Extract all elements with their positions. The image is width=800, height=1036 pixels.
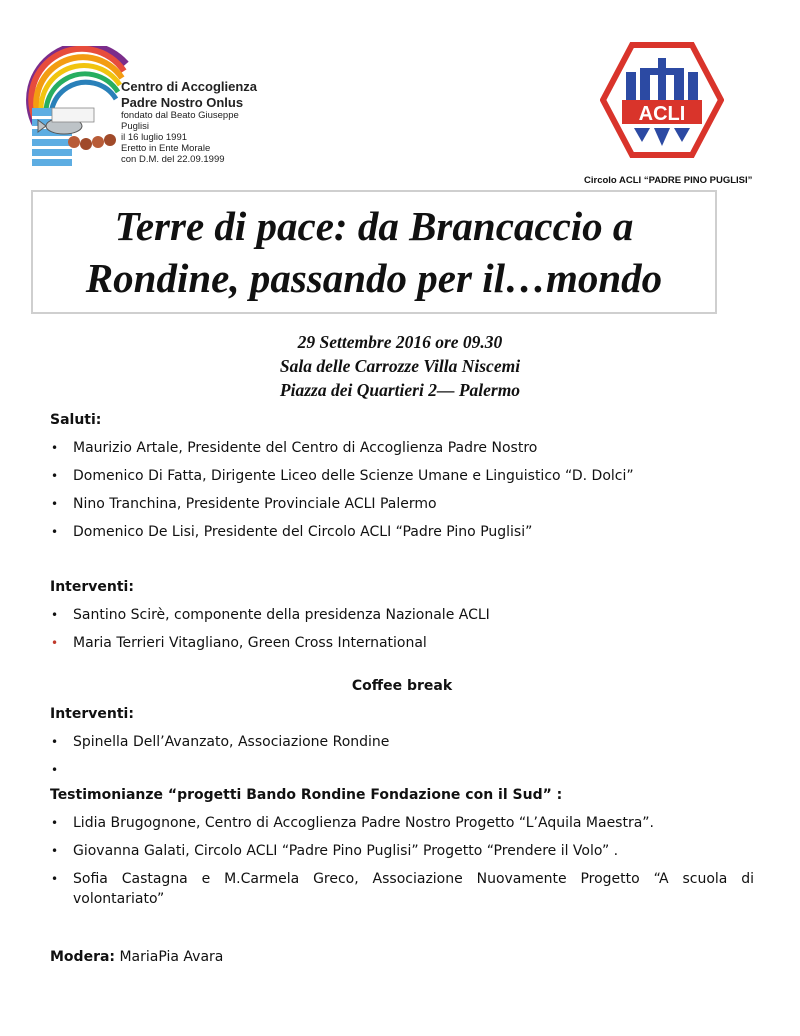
list-item: • Domenico Di Fatta, Dirigente Liceo delle Scienze Umane e Linguistico “D. Dolci”: [51, 468, 634, 484]
acli-logo: [590, 42, 766, 192]
moderator-label: Modera:: [50, 949, 116, 965]
moderator: [50, 947, 754, 967]
centro-accoglienza-logo: [26, 46, 266, 172]
list-item: • Spinella Dell’Avanzato, Associazione Rondine: [51, 734, 390, 750]
bullet-icon: •: [51, 872, 59, 886]
list-item: • Santino Scirè, componente della presidenza Nazionale ACLI: [51, 607, 490, 623]
saluti-list: [50, 438, 754, 542]
testimonianze-heading: Testimonianze “progetti Bando Rondine Fondazione con il Sud” :: [50, 787, 563, 803]
event-date: 29 Settembre 2016 ore 09.30: [297, 332, 503, 352]
bullet-icon: •: [51, 441, 59, 455]
svg-text:ACLI: ACLI: [638, 103, 686, 125]
list-item: • Nino Tranchina, Presidente Provinciale ACLI Palermo: [51, 496, 437, 512]
page-title: Terre di pace: da Brancaccio a Rondine, passando per il…mondo: [85, 203, 663, 301]
bullet-icon: •: [51, 844, 59, 858]
bullet-icon: •: [51, 497, 59, 511]
interventi-heading: Interventi:: [50, 579, 134, 595]
interventi-heading-2: Interventi:: [50, 706, 134, 722]
testimonianze-list: [50, 813, 754, 909]
centro-info: fondato dal Beato Giuseppe Puglisi il 16 luglio 1991 Eretto in Ente Morale con D.M. del 22.09.1999: [121, 110, 239, 165]
bullet-icon: •: [51, 469, 59, 483]
list-item: • Domenico De Lisi, Presidente del Circolo ACLI “Padre Pino Puglisi”: [51, 524, 533, 540]
bullet-icon: •: [51, 608, 59, 622]
saluti-heading: Saluti:: [50, 412, 102, 428]
program: [50, 410, 754, 967]
list-item: • Sofia Castagna e M.Carmela Greco, Associazione Nuovamente Progetto “A scuola di volontariato”: [51, 871, 754, 907]
interventi-list: [50, 605, 754, 653]
title-box: [31, 190, 717, 314]
acli-hexagon-icon: [600, 42, 724, 158]
acli-caption: Circolo ACLI “PADRE PINO PUGLISI”: [584, 175, 753, 186]
event-info: [0, 330, 800, 402]
list-item: • Maria Terrieri Vitagliano, Green Cross International: [51, 635, 427, 651]
event-address: Piazza dei Quartieri 2— Palermo: [279, 380, 521, 400]
list-item: • Lidia Brugognone, Centro di Accoglienza Padre Nostro Progetto “L’Aquila Maestra”.: [51, 815, 654, 831]
bullet-icon: •: [51, 763, 59, 777]
coffee-break: Coffee break: [351, 678, 453, 694]
event-venue: Sala delle Carrozze Villa Niscemi: [279, 356, 521, 376]
list-item: [50, 760, 754, 780]
interventi-list-2: [50, 732, 754, 780]
list-item: • Giovanna Galati, Circolo ACLI “Padre Pino Puglisi” Progetto “Prendere il Volo” .: [51, 843, 619, 859]
bullet-icon: •: [51, 735, 59, 749]
bullet-icon: •: [51, 525, 59, 539]
bullet-icon: •: [51, 816, 59, 830]
centro-name: Centro di Accoglienza Padre Nostro Onlus: [121, 79, 258, 110]
list-item: • Maurizio Artale, Presidente del Centro di Accoglienza Padre Nostro: [51, 440, 538, 456]
moderator-name: MariaPia Avara: [115, 949, 224, 965]
bullet-icon: •: [51, 636, 59, 650]
